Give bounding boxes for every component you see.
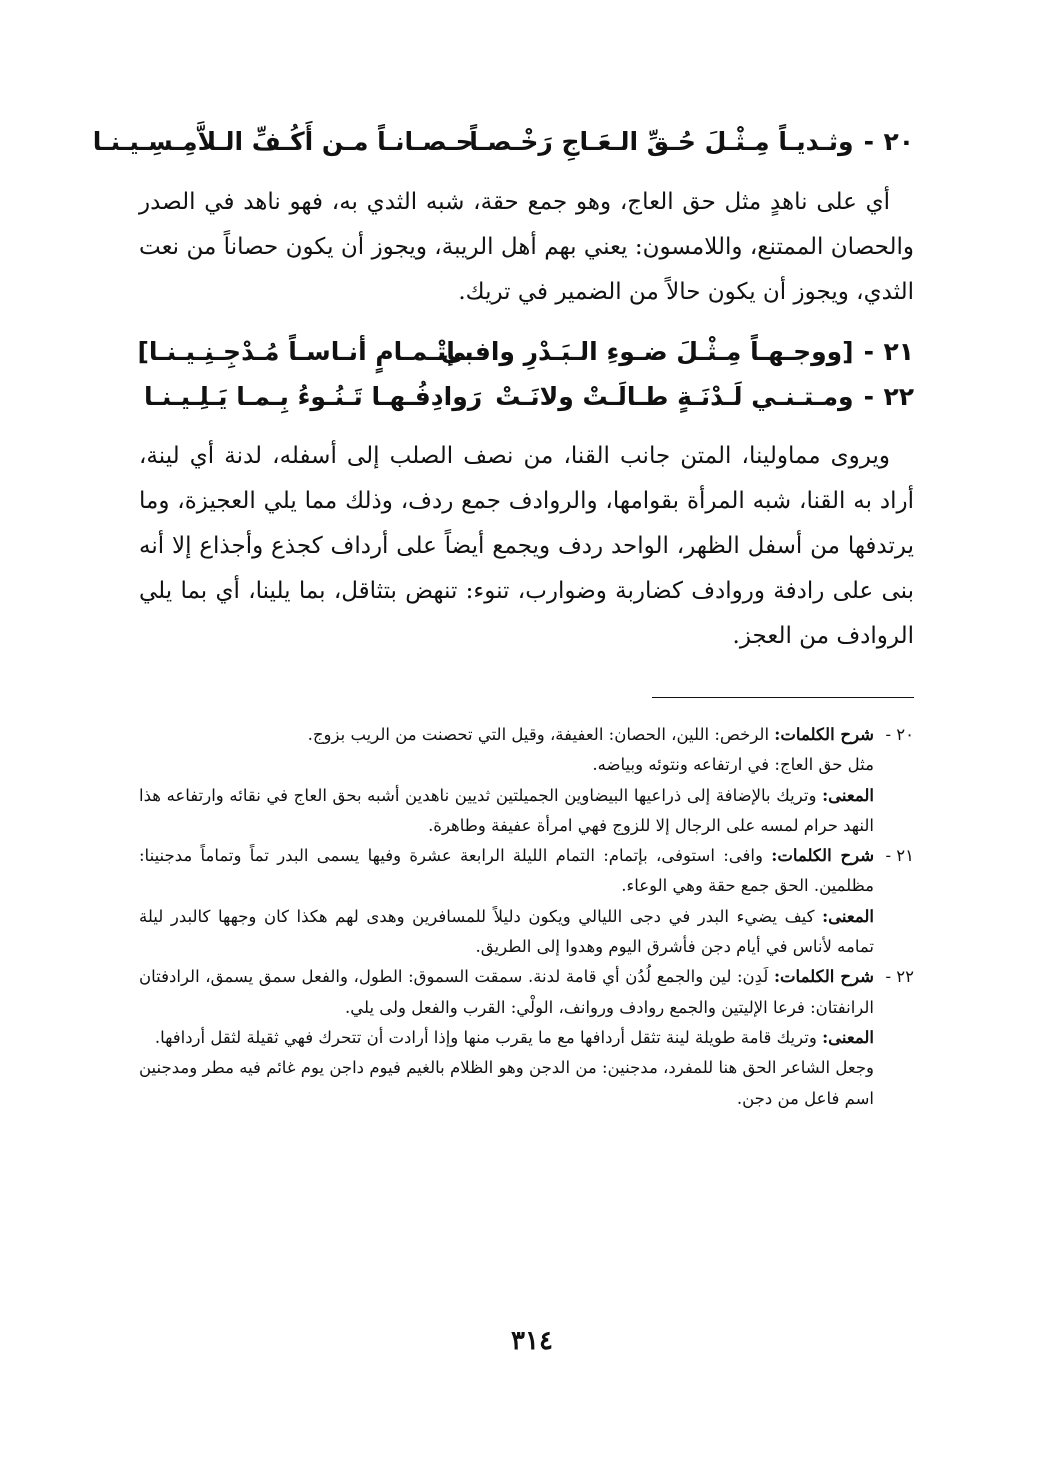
- verse-dash: -: [863, 127, 874, 156]
- verse-dash: -: [863, 337, 874, 366]
- footnote-text: وتريك بالإضافة إلى ذراعيها البيضاوين الجميلتين ثديين ناهدين أشبه بحق العاج في نقائه وارتفاعه هذا النهد حرام لمسه على الرجال إلا للزوج فهي امرأة عفيفة وطاهرة.: [139, 785, 874, 835]
- footnote-line: [139, 750, 914, 780]
- footnote-text: لَدِن: لين والجمع لُدُن أي قامة لدنة. سمقت السموق: الطول، والفعل سمق يسمق، الرادفتان الرانفتان: فرعا الإليتين والجمع روادف وروانف، الولْي: القرب والفعل ولى يلي.: [139, 967, 874, 1017]
- verse-number: ٢٠: [883, 127, 914, 156]
- footnote-label: المعنى:: [822, 785, 875, 805]
- verse-first-hemistich: [ووجـهـاً مِـثْـلَ ضـوءِ الـبَـدْرِ وافـى: [440, 337, 854, 366]
- footnote-22: [139, 962, 914, 1113]
- verse-20: [92, 123, 914, 161]
- page-number: ٣١٤: [511, 1326, 553, 1356]
- footnotes: [139, 720, 914, 1114]
- footnote-number: ٢١ -: [885, 846, 914, 866]
- footnote-21: [139, 841, 914, 962]
- commentary-text: ويروى مماولينا، المتن جانب القنا، من نصف الصلب إلى أسفله، لدنة أي لينة، أراد به القنا، شبه المرأة بقوامها، والروادف جمع ردف، وذلك مما يلي العجيزة، وما يرتدفها من أسفل الظهر، الواحد ردف ويجمع أيضاً على أرداف كجذع وأجذاع إلا أنه بنى على رادفة وروادف كضاربة وضوارب، تنوء: تنهض بتثاقل، بما يلينا، أي بما يلي الروادف من العجز.: [139, 443, 914, 649]
- footnote-separator: [652, 697, 914, 698]
- verse-first-hemistich: وثـديـاً مِـثْـلَ حُـقِّ الـعَـاجِ رَخْـصـاً: [469, 127, 854, 156]
- footnote-text: الرخص: اللين، الحصان: العفيفة، وقيل التي تحصنت من الريب بزوج.: [307, 725, 770, 744]
- verse-second-hemistich: بـإتْـمـامٍ أنـاسـاً مُـدْجِـنِـيـنـا]: [137, 337, 474, 366]
- commentary-text: أي على ناهدٍ مثل حق العاج، وهو جمع حقة، شبه الثدي به، فهو ناهد في الصدر والحصان الممتنع، واللامسون: يعني بهم أهل الريبة، ويجوز أن يكون حصاناً من نعت الثدي، ويجوز أن يكون حالاً من الضمير في تريك.: [139, 189, 914, 305]
- verse-second-hemistich: رَوادِفُـهـا تَـنُـوءُ بِـمـا يَـلِـيـنـا: [144, 382, 483, 411]
- footnote-meaning: [139, 781, 914, 842]
- footnote-label: شرح الكلمات:: [774, 725, 874, 744]
- verse-first-hemistich: ومـتـنـي لَـدْنَـةٍ طـالَـتْ ولانَـتْ: [495, 382, 854, 411]
- footnote-20: [139, 720, 914, 841]
- verse-number: ٢٢: [883, 382, 914, 411]
- verse-second-hemistich: حـصـانـاً مـن أَكُـفِّ الـلاَّمِـسِـيـنـا: [92, 127, 474, 156]
- footnote-label: المعنى:: [822, 1027, 874, 1047]
- footnote-number: ٢٠ -: [885, 725, 914, 744]
- footnote-text: وتريك قامة طويلة لينة تثقل أردافها مع ما يقرب منها وإذا أرادت أن تتحرك فهي ثقيلة لثقل أردافها.: [154, 1027, 817, 1047]
- footnote-label: شرح الكلمات:: [771, 846, 875, 866]
- footnote-label: المعنى:: [822, 906, 875, 926]
- verse-number: ٢١: [883, 337, 914, 366]
- footnote-meaning: [139, 902, 914, 963]
- commentary-paragraph-20: [139, 180, 914, 315]
- verse-22: [144, 378, 914, 416]
- footnote-label: شرح الكلمات:: [773, 967, 874, 987]
- footnote-text: وافى: استوفى، بإتمام: التمام الليلة الرابعة عشرة وفيها يسمى البدر تماً وتماماً مدجنينا: مظلمين. الحق جمع حقة وهي الوعاء.: [139, 846, 874, 896]
- verse-dash: -: [863, 382, 874, 411]
- footnote-text: مثل حق العاج: في ارتفاعه ونتوئه وبياضه.: [592, 755, 874, 775]
- verse-21: [137, 333, 914, 371]
- footnote-number: ٢٢ -: [885, 967, 914, 987]
- footnote-line: [139, 1053, 914, 1114]
- footnote-text: وجعل الشاعر الحق هنا للمفرد، مدجنين: من الدجن وهو الظلام بالغيم فيوم داجن يوم غائم فيه مطر ومدجنين اسم فاعل من دجن.: [139, 1058, 874, 1108]
- footnote-text: كيف يضيء البدر في دجى الليالي ويكون دليلاً للمسافرين وهدى لهم هكذا كان وجهها كالبدر ليلة تمامه لأناس في أيام دجن فأشرق اليوم وهدوا إلى الطريق.: [139, 906, 874, 957]
- commentary-paragraph-22: [139, 434, 914, 659]
- footnote-meaning: [139, 1023, 914, 1053]
